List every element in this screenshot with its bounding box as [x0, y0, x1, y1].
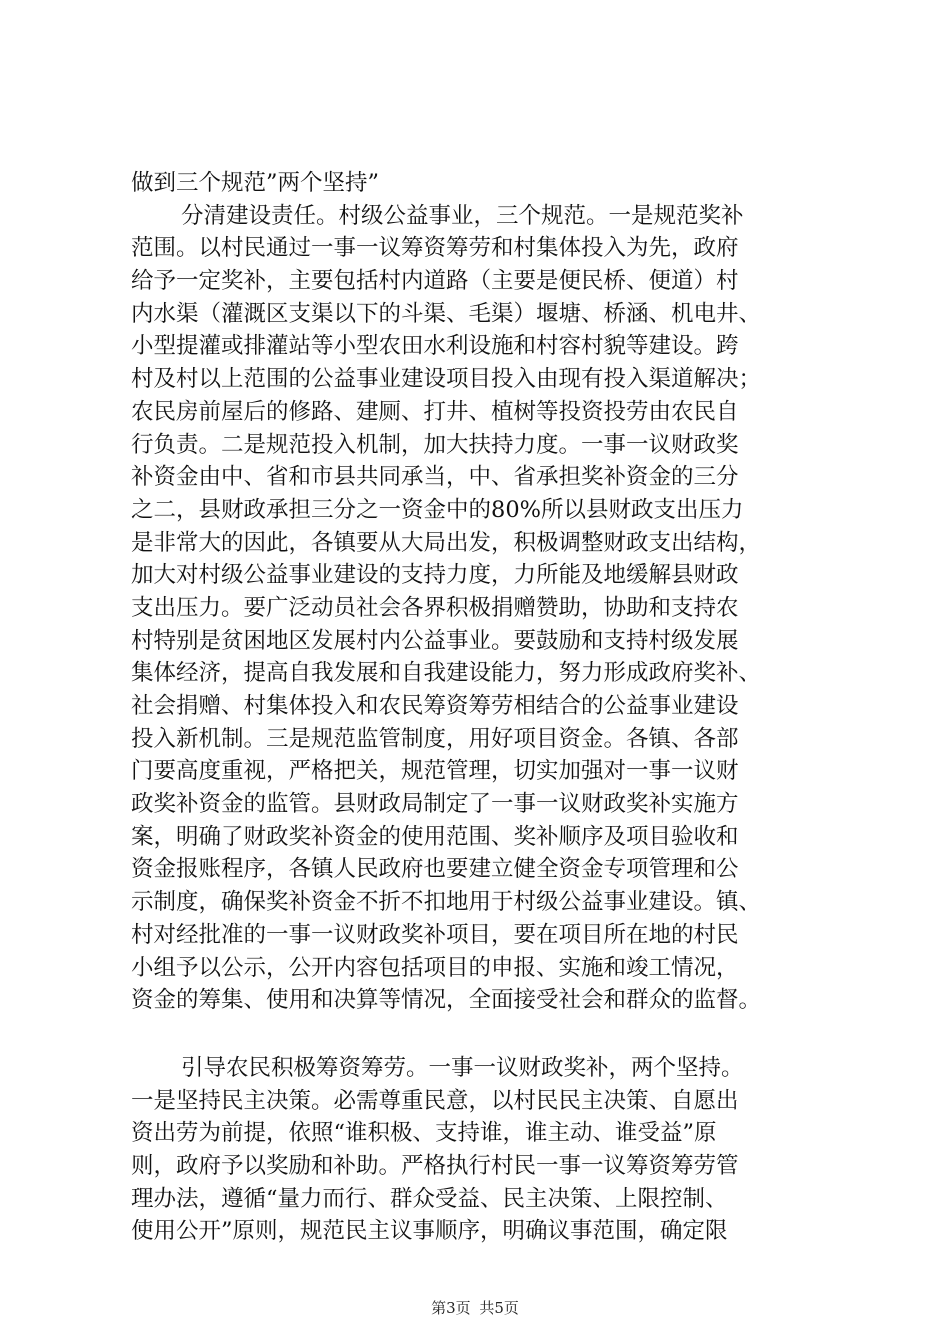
text-line: 村特别是贫困地区发展村内公益事业。要鼓励和支持村级发展 [131, 627, 739, 654]
text-line: 资金的筹集、使用和决算等情况，全面接受社会和群众的监督。 [131, 987, 762, 1014]
text-line: 做到三个规范”两个坚持” [131, 170, 380, 196]
text-line: 社会捐赠、村集体投入和农民筹资筹劳相结合的公益事业建设 [131, 693, 739, 719]
text-line: 农民房前屋后的修路、建厕、打井、植树等投资投劳由农民自 [131, 398, 739, 425]
text-line: 门要高度重视，严格把关，规范管理，切实加强对一事一议财 [131, 758, 739, 785]
text-line: 集体经济，提高自我发展和自我建设能力，努力形成政府奖补、 [131, 660, 762, 687]
text-line: 引导农民积极筹资筹劳。一事一议财政奖补，两个坚持。 [181, 1055, 744, 1081]
text-line: 给予一定奖补，主要包括村内道路（主要是便民桥、便道）村 [131, 268, 739, 295]
text-line: 政奖补资金的监管。县财政局制定了一事一议财政奖补实施方 [131, 791, 739, 818]
text-line: 理办法，遵循“量力而行、群众受益、民主决策、上限控制、 [131, 1185, 728, 1212]
text-line: 案，明确了财政奖补资金的使用范围、奖补顺序及项目验收和 [131, 823, 739, 850]
text-line: 示制度，确保奖补资金不折不扣地用于村级公益事业建设。镇、 [131, 889, 762, 916]
text-line: 小组予以公示，公开内容包括项目的申报、实施和竣工情况， [131, 954, 739, 981]
text-line: 一是坚持民主决策。必需尊重民意，以村民民主决策、自愿出 [131, 1087, 739, 1114]
text-line: 范围。以村民通过一事一议筹资筹劳和村集体投入为先，政府 [131, 235, 739, 262]
text-line: 分清建设责任。村级公益事业，三个规范。一是规范奖补 [181, 202, 744, 229]
text-line: 内水渠（灌溉区支渠以下的斗渠、毛渠）堰塘、桥涵、机电井、 [131, 300, 762, 327]
text-line: 加大对村级公益事业建设的支持力度，力所能及地缓解县财政 [131, 562, 739, 589]
text-line: 支出压力。要广泛动员社会各界积极捐赠赞助，协助和支持农 [131, 594, 739, 621]
text-line: 资金报账程序，各镇人民政府也要建立健全资金专项管理和公 [131, 856, 739, 883]
text-line: 投入新机制。三是规范监管制度，用好项目资金。各镇、各部 [131, 725, 739, 752]
page-number: 第3页 [431, 1299, 471, 1317]
text-line: 村对经批准的一事一议财政奖补项目，要在项目所在地的村民 [131, 921, 739, 948]
text-line: 之二，县财政承担三分之一资金中的80%所以县财政支出压力 [131, 496, 744, 523]
text-line: 使用公开”原则，规范民主议事顺序，明确议事范围，确定限 [131, 1218, 728, 1245]
text-line: 则，政府予以奖励和补助。严格执行村民一事一议筹资筹劳管 [131, 1153, 739, 1180]
text-line: 村及村以上范围的公益事业建设项目投入由现有投入渠道解决； [131, 366, 762, 393]
text-line: 小型提灌或排灌站等小型农田水利设施和村容村貌等建设。跨 [131, 333, 739, 360]
page-total: 共5页 [479, 1299, 519, 1317]
text-line: 行负责。二是规范投入机制，加大扶持力度。一事一议财政奖 [131, 431, 739, 458]
text-line: 是非常大的因此，各镇要从大局出发，积极调整财政支出结构， [131, 529, 762, 556]
page-footer [0, 1298, 950, 1318]
paragraph-block-2 [131, 1052, 823, 1248]
text-line: 资出劳为前提，依照“谁积极、支持谁，谁主动、谁受益”原 [131, 1120, 717, 1147]
text-line: 补资金由中、省和市县共同承当，中、省承担奖补资金的三分 [131, 464, 739, 491]
paragraph-block-1 [131, 167, 823, 1017]
